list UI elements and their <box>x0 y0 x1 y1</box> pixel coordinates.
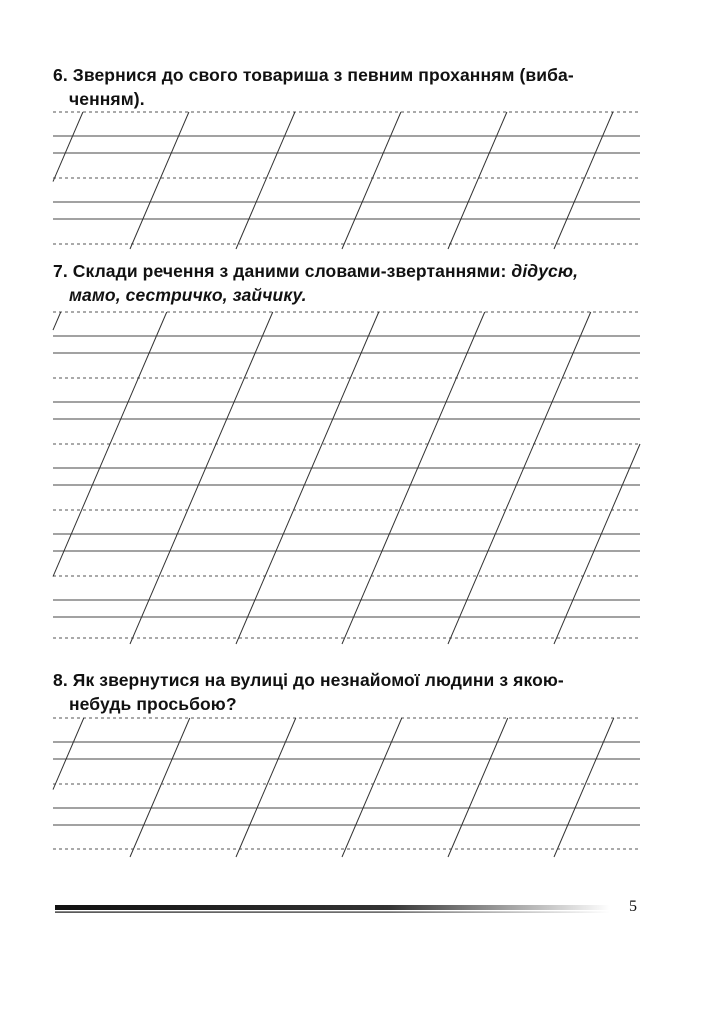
ruling-slant-line <box>130 718 190 857</box>
ruling-slant-line <box>554 112 613 249</box>
ruling-slant-line <box>236 718 296 857</box>
ruling-slant-line <box>554 718 614 857</box>
task-text-italic-continued: мамо, сестричко, зайчику. <box>69 285 307 305</box>
ruling-slant-line <box>342 112 401 249</box>
ruling-slant-line <box>448 312 591 644</box>
ruling-slant-line <box>236 312 379 644</box>
task-text: Як звернутися на вулиці до незнайомої людини з якою- <box>72 670 564 690</box>
ruling-slant-line <box>130 112 189 249</box>
task-text: Склади речення з даними словами-звертаннями: <box>72 261 512 281</box>
task-text-continued: небудь просьбою? <box>69 694 237 714</box>
ruling-slant-line <box>554 444 640 644</box>
ruling-slant-line <box>342 312 485 644</box>
ruling-slant-line <box>53 718 84 790</box>
ruling-slant-line <box>236 112 295 249</box>
task-number: 7. <box>53 261 68 281</box>
task-number: 6. <box>53 65 68 85</box>
task-text-italic: дідусю, <box>511 261 579 281</box>
footer-gradient-bar <box>55 905 610 913</box>
ruling-slant-line <box>342 718 402 857</box>
page-number: 5 <box>629 898 637 915</box>
task-number: 8. <box>53 670 68 690</box>
ruling-slant-line <box>130 312 273 644</box>
ruling-slant-line <box>53 112 83 182</box>
ruling-slant-line <box>448 112 507 249</box>
ruling-slant-line <box>53 312 61 330</box>
task-text: Звернися до свого товариша з певним проханням (виба- <box>72 65 574 85</box>
task-text-continued: ченням). <box>69 89 145 109</box>
ruling-slant-line <box>448 718 508 857</box>
